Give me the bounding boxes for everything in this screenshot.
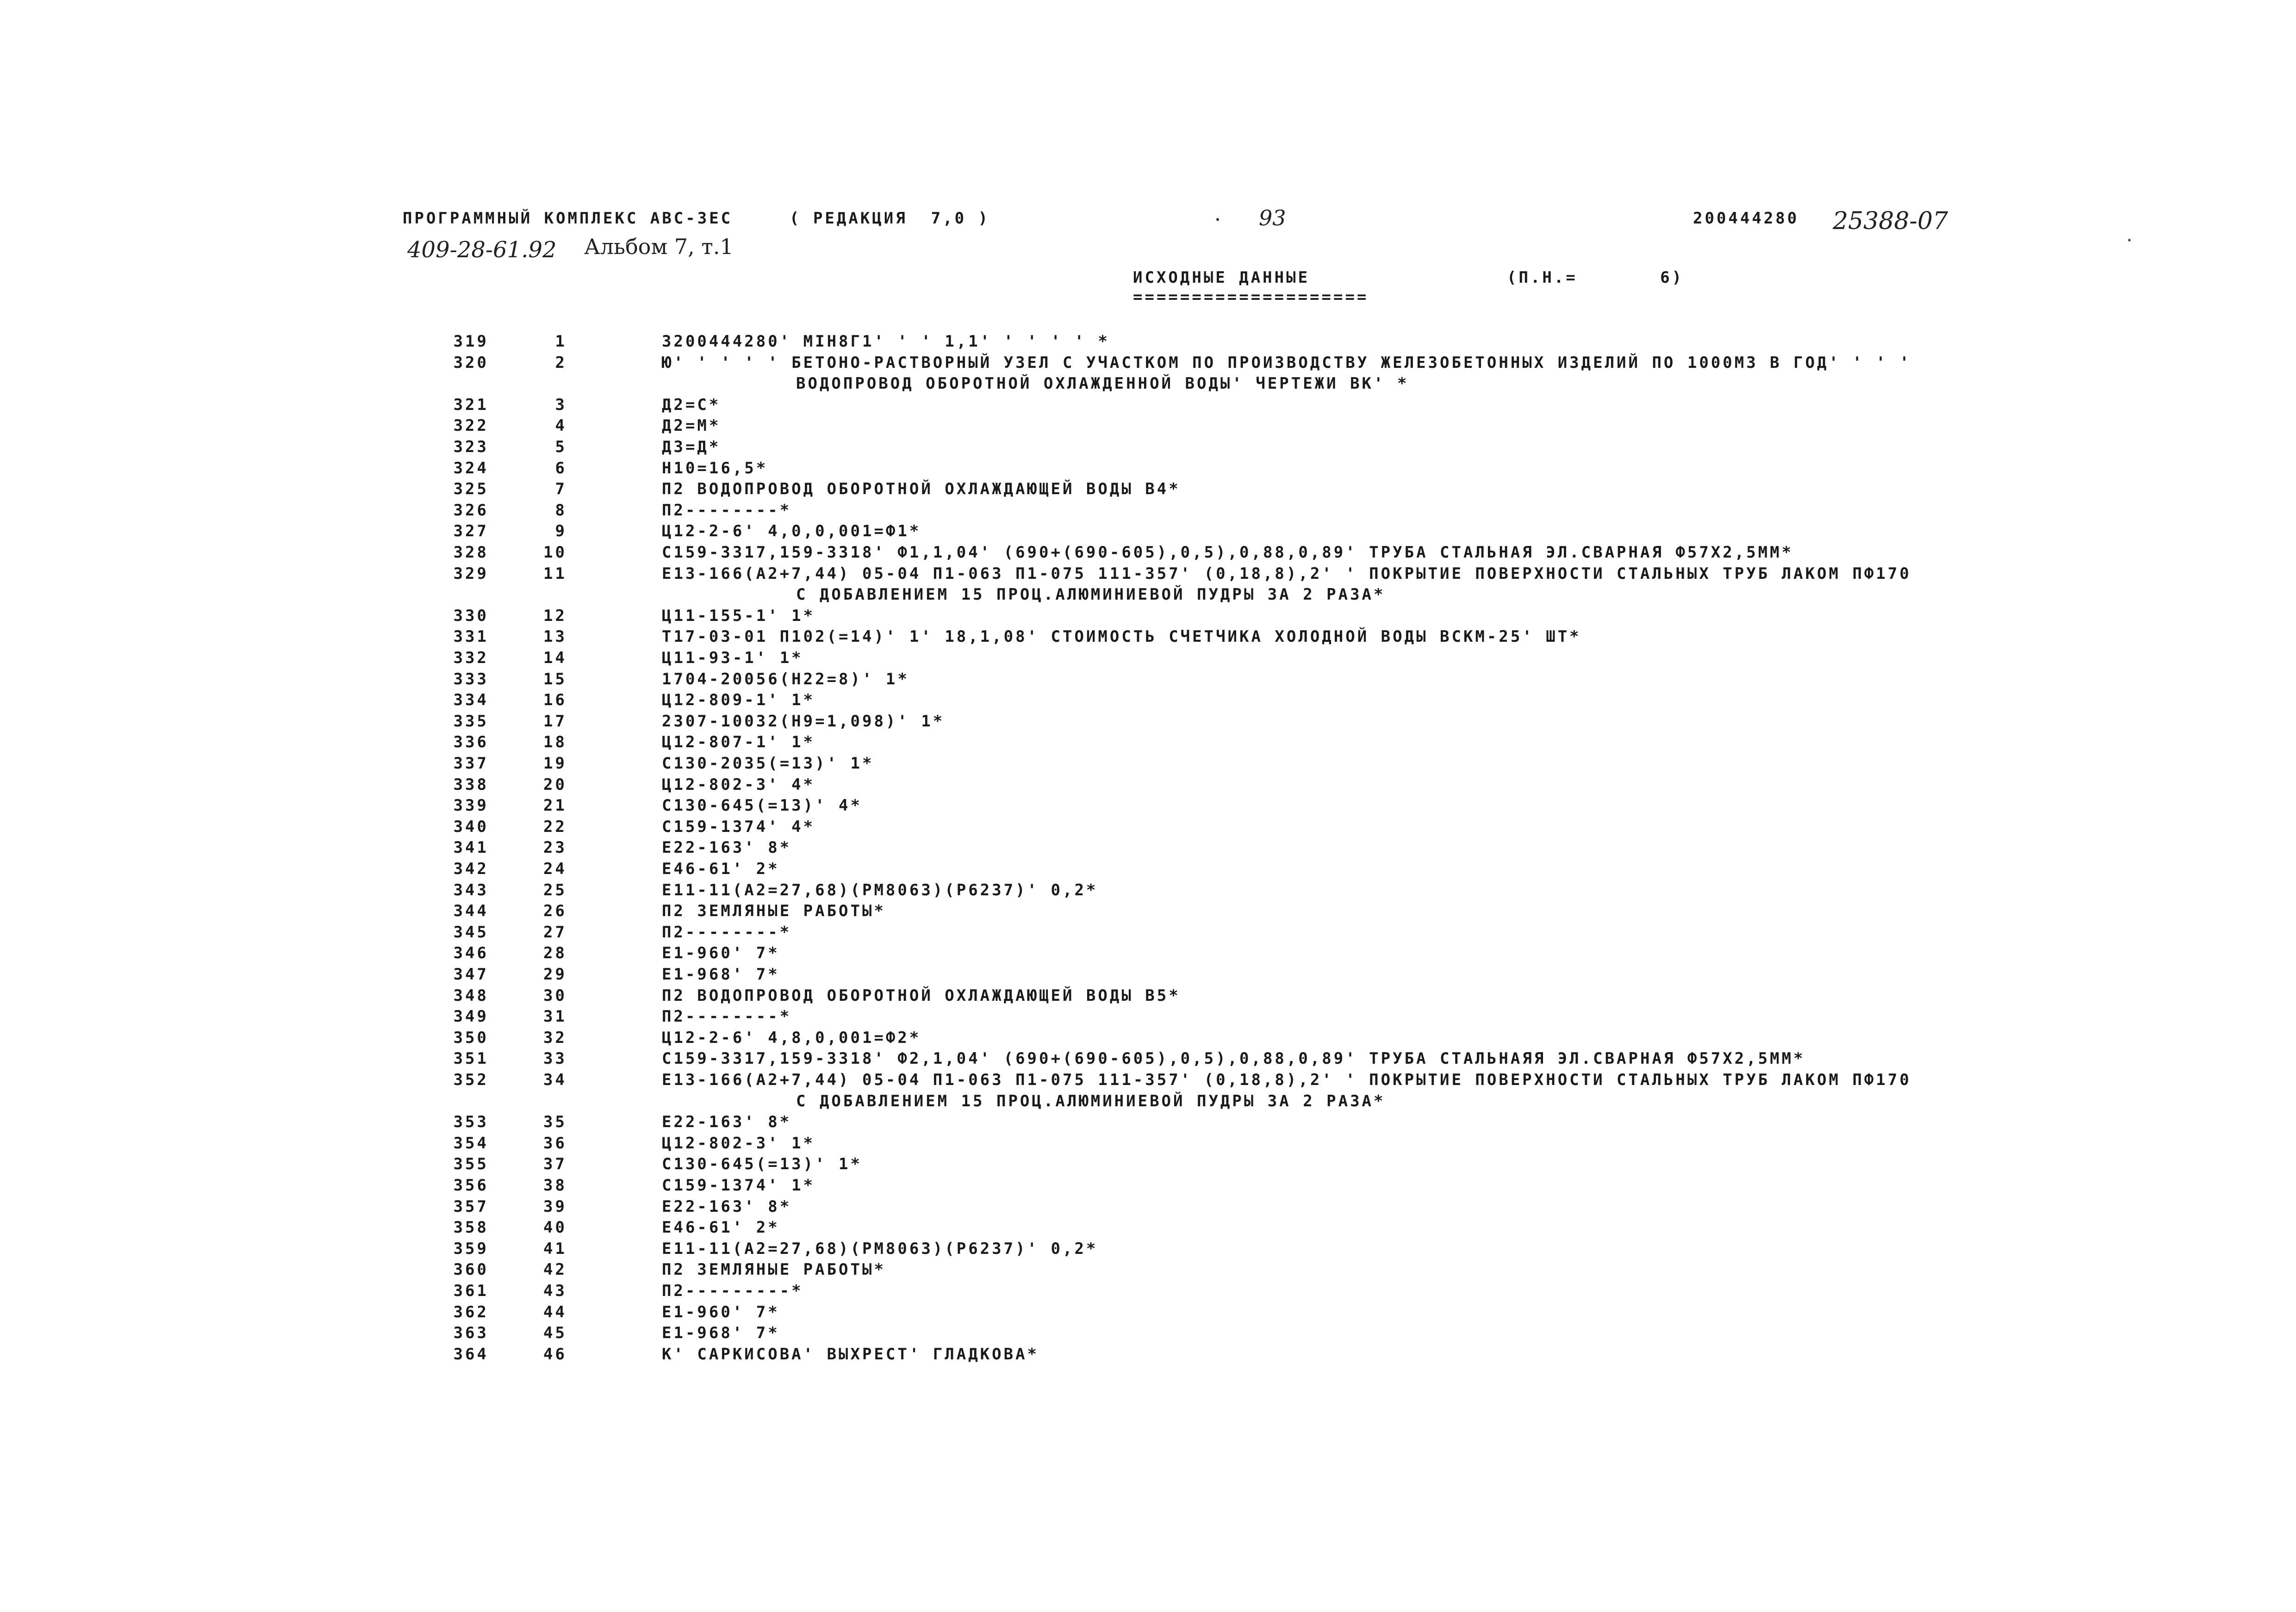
listing-row (0, 923, 2296, 944)
row-index: 16 (543, 691, 567, 710)
row-index: 27 (543, 923, 567, 942)
row-number: 337 (453, 754, 489, 773)
row-number: 359 (453, 1239, 489, 1258)
listing-row (0, 396, 2296, 417)
listing-row (0, 796, 2296, 818)
page-number: 93 (1259, 205, 1286, 230)
row-index: 34 (543, 1071, 567, 1089)
row-index: 23 (543, 838, 567, 857)
row-text: Ц12-809-1' 1* (662, 691, 815, 710)
listing-row (0, 944, 2296, 965)
row-number: 333 (453, 670, 489, 688)
listing-row (0, 480, 2296, 501)
row-text: С159-3317,159-3318' Ф2,1,04' (690+(690-605),0,5),0,88,0,89' ТРУБА СТАЛЬНАЯЯ ЭЛ.СВАРНАЯ Ф57Х2,5ММ* (662, 1049, 1805, 1068)
row-index: 12 (543, 606, 567, 625)
listing-row (0, 754, 2296, 775)
listing-row (0, 607, 2296, 628)
row-text: 1704-20056(Н22=8)' 1* (662, 670, 909, 688)
row-index: 32 (543, 1028, 567, 1047)
row-number: 322 (453, 416, 489, 435)
listing-row (0, 1240, 2296, 1261)
row-index: 2 (555, 353, 567, 372)
listing-row (0, 818, 2296, 839)
listing-row (0, 1071, 2296, 1092)
listing-row (0, 965, 2296, 986)
listing-row (0, 1345, 2296, 1366)
row-text: Ц11-155-1' 1* (662, 606, 815, 625)
row-continuation-text: С ДОБАВЛЕНИЕМ 15 ПРОЦ.АЛЮМИНИЕВОЙ ПУДРЫ ЗА 2 РАЗА* (796, 1091, 1386, 1110)
row-number: 362 (453, 1302, 489, 1321)
row-number: 323 (453, 438, 489, 456)
row-number: 350 (453, 1028, 489, 1047)
row-number: 348 (453, 986, 489, 1005)
row-text: 3200444280' МIН8Г1' ' ' 1,1' ' ' ' ' * (662, 332, 1110, 351)
row-text: Ц12-802-3' 4* (662, 775, 815, 794)
row-number: 329 (453, 564, 489, 583)
row-index: 26 (543, 902, 567, 921)
row-text: Т17-03-01 П102(=14)' 1' 18,1,08' СТОИМОСТЬ СЧЕТЧИКА ХОЛОДНОЙ ВОДЫ ВСКМ-25' ШТ* (662, 627, 1581, 646)
row-index: 35 (543, 1113, 567, 1132)
row-text: Ю' ' ' ' ' БЕТОНО-РАСТВОРНЫЙ УЗЕЛ С УЧАСТКОМ ПО ПРОИЗВОДСТВУ ЖЕЛЕЗОБЕТОННЫХ ИЗДЕЛИЙ ПО 1000М3 В ГОД' ' ' ' (662, 353, 1911, 372)
row-number: 330 (453, 606, 489, 625)
row-number: 354 (453, 1134, 489, 1153)
row-text: Е1-960' 7* (662, 1302, 780, 1321)
row-number: 364 (453, 1345, 489, 1364)
row-index: 36 (543, 1134, 567, 1153)
row-number: 353 (453, 1113, 489, 1132)
row-number: 357 (453, 1197, 489, 1216)
row-text: Ц12-802-3' 1* (662, 1134, 815, 1153)
row-number: 361 (453, 1282, 489, 1300)
row-index: 10 (543, 543, 567, 562)
row-index: 43 (543, 1282, 567, 1300)
row-text: Е13-166(А2+7,44) 05-04 П1-063 П1-075 111-357' (0,18,8),2' ' ПОКРЫТИЕ ПОВЕРХНОСТИ СТАЛЬНЫХ ТРУБ ЛАКОМ ПФ170 (662, 564, 1911, 583)
listing-row (0, 712, 2296, 733)
row-number: 334 (453, 691, 489, 710)
listing-row (0, 986, 2296, 1008)
row-text: Е22-163' 8* (662, 838, 792, 857)
row-number: 355 (453, 1155, 489, 1174)
row-index: 17 (543, 712, 567, 731)
row-index: 7 (555, 480, 567, 499)
row-number: 335 (453, 712, 489, 731)
row-number: 325 (453, 480, 489, 499)
row-text: Ц11-93-1' 1* (662, 649, 803, 667)
listing-row (0, 1049, 2296, 1071)
listing-row (0, 416, 2296, 438)
row-number: 328 (453, 543, 489, 562)
listing-row (0, 1303, 2296, 1324)
row-text: Е1-968' 7* (662, 1324, 780, 1343)
row-number: 327 (453, 522, 489, 541)
row-text: П2 ЗЕМЛЯНЫЕ РАБОТЫ* (662, 1260, 886, 1279)
listing-row (0, 1029, 2296, 1050)
row-number: 346 (453, 944, 489, 963)
listing-row (0, 649, 2296, 670)
row-text: Е1-968' 7* (662, 965, 780, 984)
listing-row (0, 627, 2296, 649)
edition-label: ( РЕДАКЦИЯ 7,0 ) (790, 209, 990, 228)
listing-row (0, 332, 2296, 353)
listing-row (0, 838, 2296, 860)
row-text: Ц12-2-6' 4,8,0,001=Ф2* (662, 1028, 921, 1047)
listing-row (0, 564, 2296, 586)
row-index: 25 (543, 880, 567, 899)
row-number: 343 (453, 880, 489, 899)
listing-row (0, 691, 2296, 712)
listing-row (0, 1324, 2296, 1345)
listing-row (0, 733, 2296, 754)
row-continuation-text: ВОДОПРОВОД ОБОРОТНОЙ ОХЛАЖДЕННОЙ ВОДЫ' ЧЕРТЕЖИ ВК' * (796, 374, 1409, 393)
row-text: С130-645(=13)' 1* (662, 1155, 862, 1174)
listing-row (0, 522, 2296, 543)
row-index: 4 (555, 416, 567, 435)
row-number: 349 (453, 1007, 489, 1026)
listing-row (0, 459, 2296, 480)
row-index: 20 (543, 775, 567, 794)
row-text: П2 ВОДОПРОВОД ОБОРОТНОЙ ОХЛАЖДАЮЩЕЙ ВОДЫ В5* (662, 986, 1181, 1005)
row-number: 347 (453, 965, 489, 984)
row-continuation-text: С ДОБАВЛЕНИЕМ 15 ПРОЦ.АЛЮМИНИЕВОЙ ПУДРЫ ЗА 2 РАЗА* (796, 585, 1386, 604)
listing-row (0, 1197, 2296, 1219)
album-label: Альбом 7, т.1 (584, 234, 734, 259)
row-index: 42 (543, 1260, 567, 1279)
listing-row (0, 353, 2296, 375)
pn-label: (П.Н.= 6) (1507, 268, 1684, 287)
row-index: 41 (543, 1239, 567, 1258)
row-text: С159-1374' 4* (662, 817, 815, 836)
row-text: Ц12-807-1' 1* (662, 733, 815, 752)
row-index: 37 (543, 1155, 567, 1174)
row-text: П2--------* (662, 1007, 792, 1026)
row-index: 14 (543, 649, 567, 667)
row-index: 13 (543, 627, 567, 646)
row-text: Е22-163' 8* (662, 1113, 792, 1132)
listing-row (0, 543, 2296, 564)
row-number: 358 (453, 1218, 489, 1237)
row-number: 352 (453, 1071, 489, 1089)
row-text: С159-1374' 1* (662, 1176, 815, 1195)
row-text: 2307-10032(Н9=1,098)' 1* (662, 712, 945, 731)
listing-row (0, 1260, 2296, 1282)
listing-row (0, 1155, 2296, 1176)
row-index: 45 (543, 1324, 567, 1343)
row-index: 18 (543, 733, 567, 752)
listing-row (0, 1176, 2296, 1197)
section-underline: ==================== (1133, 288, 1369, 306)
row-text: П2 ВОДОПРОВОД ОБОРОТНОЙ ОХЛАЖДАЮЩЕЙ ВОДЫ В4* (662, 480, 1181, 499)
row-index: 38 (543, 1176, 567, 1195)
row-text: Е46-61' 2* (662, 1218, 780, 1237)
listing-row (0, 881, 2296, 902)
row-index: 11 (543, 564, 567, 583)
row-number: 332 (453, 649, 489, 667)
listing-row (0, 670, 2296, 691)
row-text: Е11-11(А2=27,68)(РМ8063)(Р6237)' 0,2* (662, 880, 1098, 899)
row-number: 341 (453, 838, 489, 857)
row-text: П2 ЗЕМЛЯНЫЕ РАБОТЫ* (662, 902, 886, 921)
tick-mark: · (1213, 212, 1225, 228)
row-index: 5 (555, 438, 567, 456)
listing-row (0, 1218, 2296, 1240)
row-number: 339 (453, 796, 489, 815)
row-index: 9 (555, 522, 567, 541)
row-index: 33 (543, 1049, 567, 1068)
row-text: Е46-61' 2* (662, 860, 780, 878)
listing-row (0, 501, 2296, 522)
scan-dot (2128, 239, 2131, 242)
row-text: Е1-960' 7* (662, 944, 780, 963)
row-text: К' САРКИСОВА' ВЫХРЕСТ' ГЛАДКОВА* (662, 1345, 1039, 1364)
listing-row (0, 1282, 2296, 1303)
row-text: Д2=С* (662, 395, 721, 414)
row-text: П2--------* (662, 923, 792, 942)
row-text: С130-645(=13)' 4* (662, 796, 862, 815)
row-text: Е13-166(А2+7,44) 05-04 П1-063 П1-075 111-357' (0,18,8),2' ' ПОКРЫТИЕ ПОВЕРХНОСТИ СТАЛЬНЫХ ТРУБ ЛАКОМ ПФ170 (662, 1071, 1911, 1089)
row-number: 338 (453, 775, 489, 794)
row-number: 342 (453, 860, 489, 878)
listing-row (0, 1113, 2296, 1134)
row-number: 356 (453, 1176, 489, 1195)
listing-row-continuation (0, 585, 2296, 607)
row-text: Н10=16,5* (662, 459, 768, 477)
row-text: Е11-11(А2=27,68)(РМ8063)(Р6237)' 0,2* (662, 1239, 1098, 1258)
row-index: 21 (543, 796, 567, 815)
row-number: 363 (453, 1324, 489, 1343)
row-index: 19 (543, 754, 567, 773)
row-text: С130-2035(=13)' 1* (662, 754, 874, 773)
section-title: ИСХОДНЫЕ ДАННЫЕ (1133, 268, 1310, 287)
handwritten-number: 25388-07 (1833, 207, 1948, 235)
row-index: 40 (543, 1218, 567, 1237)
row-number: 351 (453, 1049, 489, 1068)
row-text: П2---------* (662, 1282, 803, 1300)
listing-row (0, 438, 2296, 459)
row-index: 28 (543, 944, 567, 963)
row-index: 8 (555, 501, 567, 520)
row-number: 326 (453, 501, 489, 520)
row-number: 360 (453, 1260, 489, 1279)
row-number: 340 (453, 817, 489, 836)
row-text: Ц12-2-6' 4,0,0,001=Ф1* (662, 522, 921, 541)
row-number: 331 (453, 627, 489, 646)
row-index: 46 (543, 1345, 567, 1364)
row-index: 3 (555, 395, 567, 414)
row-index: 1 (555, 332, 567, 351)
listing-row (0, 902, 2296, 923)
row-index: 44 (543, 1302, 567, 1321)
row-number: 319 (453, 332, 489, 351)
row-number: 321 (453, 395, 489, 414)
row-number: 336 (453, 733, 489, 752)
row-index: 31 (543, 1007, 567, 1026)
row-index: 22 (543, 817, 567, 836)
row-index: 6 (555, 459, 567, 477)
row-text: Д3=Д* (662, 438, 721, 456)
listing-row (0, 1007, 2296, 1029)
row-number: 324 (453, 459, 489, 477)
handwritten-code: 409-28-61.92 (407, 237, 557, 263)
row-number: 345 (453, 923, 489, 942)
row-number: 320 (453, 353, 489, 372)
listing-row (0, 860, 2296, 881)
doc-code: 200444280 (1693, 209, 1799, 228)
row-text: Е22-163' 8* (662, 1197, 792, 1216)
row-index: 24 (543, 860, 567, 878)
row-text: Д2=М* (662, 416, 721, 435)
row-number: 344 (453, 902, 489, 921)
row-text: П2--------* (662, 501, 792, 520)
listing-row (0, 775, 2296, 797)
row-text: С159-3317,159-3318' Ф1,1,04' (690+(690-605),0,5),0,88,0,89' ТРУБА СТАЛЬНАЯ ЭЛ.СВАРНАЯ Ф57Х2,5ММ* (662, 543, 1794, 562)
row-index: 30 (543, 986, 567, 1005)
listing-row-continuation (0, 374, 2296, 396)
row-index: 15 (543, 670, 567, 688)
row-index: 39 (543, 1197, 567, 1216)
listing-row-continuation (0, 1092, 2296, 1113)
row-index: 29 (543, 965, 567, 984)
program-title: ПРОГРАММНЫЙ КОМПЛЕКС АВС-3ЕС (403, 209, 733, 228)
listing-row (0, 1134, 2296, 1155)
